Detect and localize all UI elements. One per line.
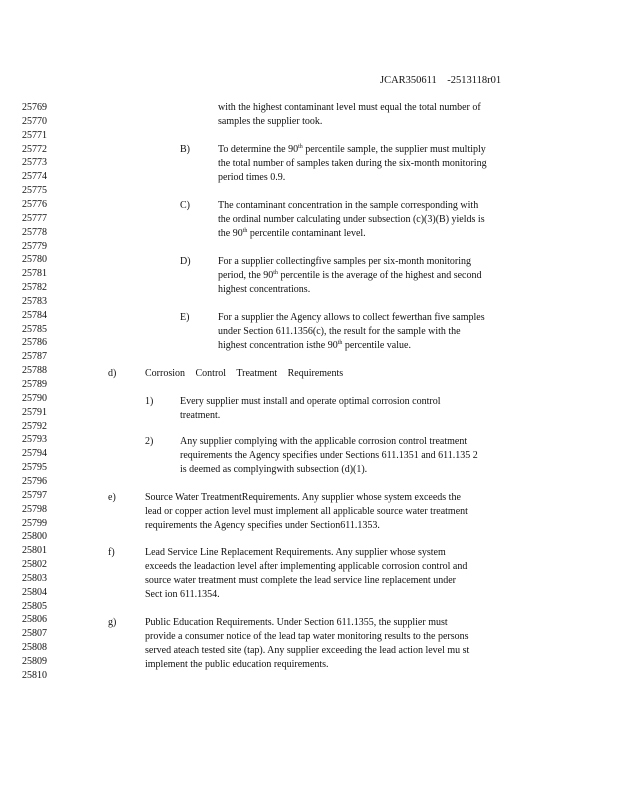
line-number: 25783: [22, 295, 47, 307]
line-number: 25794: [22, 448, 47, 460]
line-number: 25769: [22, 102, 47, 113]
section-f-line-3: source water treatment must complete the lead service line replacement under: [145, 575, 456, 586]
line-number: 25801: [22, 545, 47, 557]
line-number: 25810: [22, 669, 47, 681]
section-f-line-4: Sect ion 611.1354.: [145, 589, 220, 600]
line-number: 25771: [22, 129, 47, 141]
line-number: 25792: [22, 420, 47, 432]
a-cont-line-2: samples the supplier took.: [218, 116, 323, 127]
line-number: 25776: [22, 198, 47, 210]
section-d-title: Corrosion Control Treatment Requirements: [145, 368, 344, 379]
line-number: 25789: [22, 379, 47, 390]
section-g-label: g): [108, 617, 117, 628]
item-e-sub-label: E): [180, 312, 190, 323]
line-number: 25806: [22, 614, 47, 626]
section-d2-line-3: is deemed as complyingwith subsection (d)(1).: [180, 464, 368, 475]
item-d-sub-line-2: period, the 90th percentile is the average of the highest and second: [218, 270, 482, 281]
section-g-line-2: provide a consumer notice of the lead tap water monitoring results to the persons: [145, 631, 469, 642]
item-d-sub-line-3: highest concentrations.: [218, 284, 311, 295]
section-d1-line-1: Every supplier must install and operate optimal corrosion control: [180, 396, 441, 407]
item-c-line-2: the ordinal number calculating under subsection (c)(3)(B) yields is: [218, 214, 485, 225]
line-number: 25799: [22, 517, 47, 529]
section-f-line-2: exceeds the leadaction level after implementing applicable corrosion control and: [145, 561, 468, 572]
line-number: 25777: [22, 212, 47, 224]
line-number: 25784: [22, 309, 47, 321]
line-number: 25791: [22, 406, 47, 418]
page-header-code: JCAR350611 -2513118r01: [380, 75, 502, 86]
section-f-label: f): [108, 547, 115, 558]
section-g-line-4: implement the public education requirements.: [145, 659, 329, 670]
line-number: 25807: [22, 628, 47, 640]
section-d1-label: 1): [145, 396, 154, 407]
section-g-line-1: Public Education Requirements. Under Section 611.1355, the supplier must: [145, 617, 448, 628]
item-c-line-1: The contaminant concentration in the sample corresponding with: [218, 200, 479, 211]
item-b-label: B): [180, 144, 190, 155]
section-d-label: d): [108, 368, 117, 379]
line-number: 25793: [22, 434, 47, 446]
line-number: 25798: [22, 503, 47, 515]
section-d2-line-2: requirements the Agency specifies under Sections 611.1351 and 611.135 2: [180, 450, 478, 461]
section-d2-label: 2): [145, 436, 154, 447]
section-e-line-2: lead or copper action level must implement all applicable source water treatment: [145, 506, 468, 517]
line-number: 25785: [22, 323, 47, 335]
line-number: 25772: [22, 143, 47, 155]
line-number: 25809: [22, 656, 47, 667]
line-number: 25773: [22, 157, 47, 169]
section-e-line-3: requirements the Agency specifies under Section611.1353.: [145, 520, 380, 531]
item-d-sub-label: D): [180, 256, 191, 267]
item-c-line-3: the 90th percentile contaminant level.: [218, 228, 366, 239]
a-cont-line-1: with the highest contaminant level must equal the total number of: [218, 102, 481, 113]
item-e-sub-line-1: For a supplier the Agency allows to collect fewerthan five samples: [218, 312, 485, 323]
line-number: 25780: [22, 254, 47, 266]
line-number: 25795: [22, 462, 47, 474]
section-e-line-1: Source Water TreatmentRequirements. Any supplier whose system exceeds the: [145, 492, 461, 503]
line-number: 25803: [22, 572, 47, 584]
line-number: 25788: [22, 365, 47, 377]
item-b-line-3: period times 0.9.: [218, 172, 286, 183]
line-number: 25781: [22, 268, 47, 280]
line-number: 25782: [22, 282, 47, 294]
line-number: 25796: [22, 475, 47, 487]
line-number: 25805: [22, 600, 47, 612]
item-e-sub-line-3: highest concentration isthe 90th percentile value.: [218, 340, 411, 351]
line-number: 25800: [22, 531, 47, 543]
line-number: 25786: [22, 337, 47, 349]
item-b-line-2: the total number of samples taken during the six-month monitoring: [218, 158, 487, 169]
line-number: 25774: [22, 171, 47, 183]
section-d2-line-1: Any supplier complying with the applicable corrosion control treatment: [180, 436, 468, 447]
item-d-sub-line-1: For a supplier collectingfive samples per six-month monitoring: [218, 256, 472, 267]
line-number: 25787: [22, 351, 47, 363]
line-number: 25802: [22, 559, 47, 571]
section-e-label: e): [108, 492, 116, 503]
section-g-line-3: served ateach tested site (tap). Any supplier exceeding the lead action level mu st: [145, 645, 470, 656]
item-b-line-1: To determine the 90th percentile sample, the supplier must multiply: [218, 144, 486, 155]
section-f-line-1: Lead Service Line Replacement Requirements. Any supplier whose system: [145, 547, 446, 558]
item-c-label: C): [180, 200, 190, 211]
section-d1-line-2: treatment.: [180, 410, 221, 421]
line-number: 25770: [22, 115, 47, 127]
item-e-sub-line-2: under Section 611.1356(c), the result for the sample with the: [218, 326, 461, 337]
line-number: 25804: [22, 586, 47, 598]
line-number: 25790: [22, 392, 47, 404]
line-number: 25779: [22, 240, 47, 252]
line-number: 25797: [22, 489, 47, 501]
line-number: 25775: [22, 185, 47, 197]
line-number: 25808: [22, 642, 47, 654]
line-number: 25778: [22, 226, 47, 238]
